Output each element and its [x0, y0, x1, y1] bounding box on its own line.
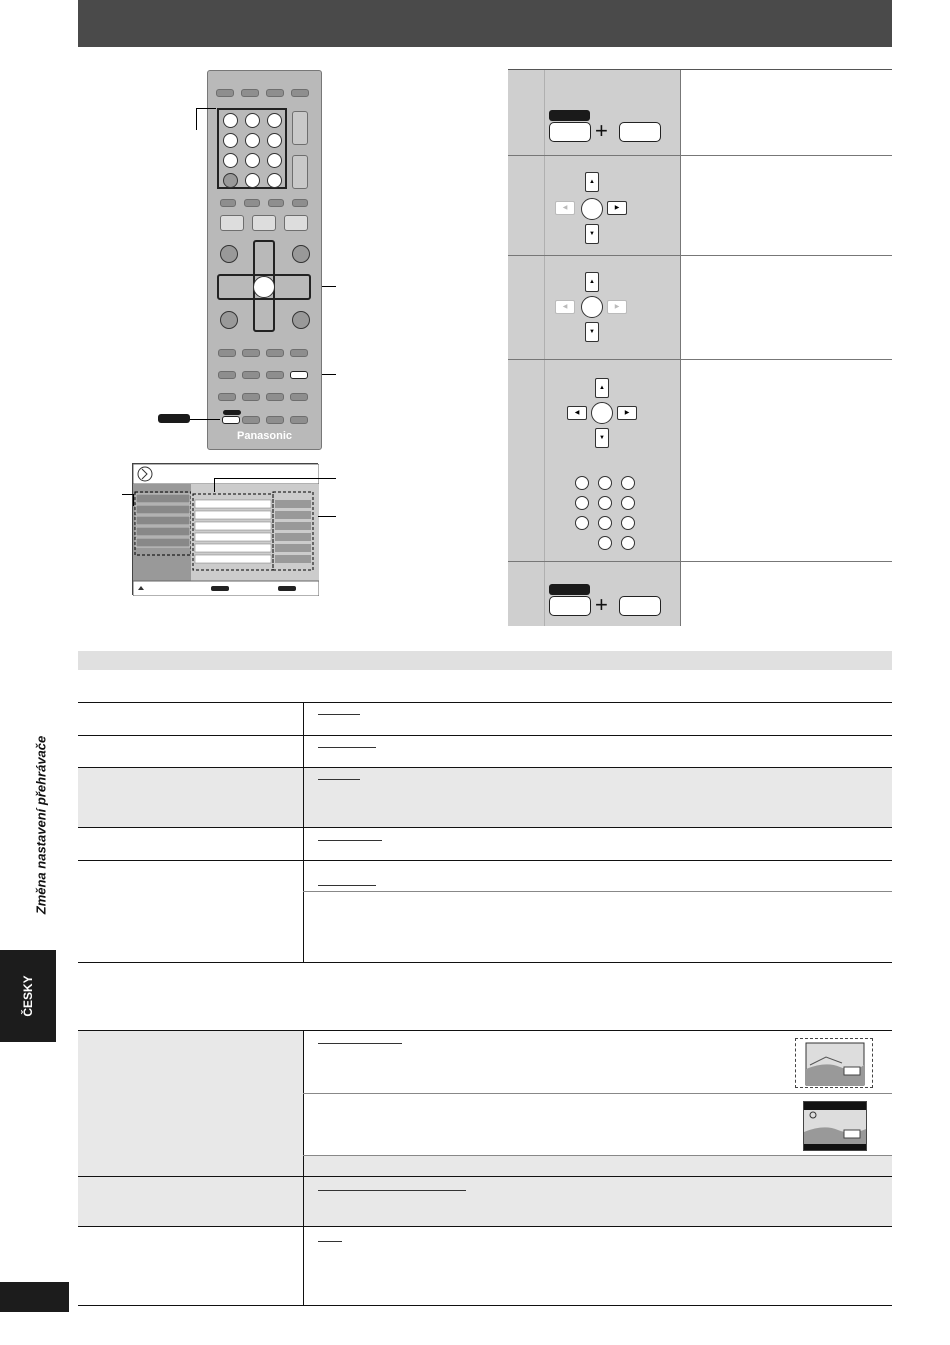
callout-line — [214, 478, 336, 479]
table-rule — [78, 827, 892, 828]
step-number-cell — [508, 256, 544, 359]
setup-button-highlight — [290, 371, 308, 379]
number-key — [598, 536, 612, 550]
number-key — [621, 476, 635, 490]
step-image-cell — [544, 156, 680, 255]
callout-line — [322, 286, 336, 287]
callout-line — [196, 108, 197, 130]
default-value-underline — [318, 747, 376, 748]
up-arrow-button: ▲ — [595, 378, 609, 398]
remote-control-illustration — [207, 70, 322, 450]
enter-button — [591, 402, 613, 424]
shift-button — [549, 122, 591, 142]
number-key — [621, 496, 635, 510]
step-number-cell — [508, 360, 544, 561]
enter-button — [581, 198, 603, 220]
step-text-cell — [680, 256, 892, 359]
header-bar — [78, 0, 892, 47]
table-column-divider — [303, 1176, 304, 1226]
up-arrow-button: ▲ — [585, 272, 599, 292]
setup-button — [619, 596, 661, 616]
setup-button — [619, 122, 661, 142]
step-image-cell — [544, 360, 680, 561]
language-tab-text: ČESKY — [21, 975, 35, 1017]
page-number-tab — [0, 1282, 69, 1312]
shift-button-highlight — [222, 416, 240, 424]
table-rule — [78, 702, 892, 703]
default-value-underline — [318, 714, 360, 715]
step-row-3 — [508, 256, 892, 360]
down-arrow-button: ▼ — [595, 428, 609, 448]
language-tab — [0, 950, 56, 1042]
callout-line — [214, 478, 215, 492]
table-rule — [78, 962, 892, 963]
step-image-cell — [544, 70, 680, 155]
shift-label-tag — [549, 584, 590, 595]
default-value-underline — [318, 779, 360, 780]
number-key — [621, 516, 635, 530]
table-row-shaded — [78, 1177, 892, 1226]
left-arrow-button: ◀ — [555, 300, 575, 314]
default-value-underline — [318, 1241, 342, 1242]
default-value-underline — [318, 840, 382, 841]
table-subrule — [303, 891, 892, 892]
default-value-underline — [318, 1043, 402, 1044]
step-number-cell — [508, 562, 544, 626]
right-arrow-button: ▶ — [607, 300, 627, 314]
default-value-underline — [318, 885, 376, 886]
right-arrow-button: ▶ — [607, 201, 627, 215]
enter-button — [581, 296, 603, 318]
up-arrow-button: ▲ — [585, 172, 599, 192]
step-row-1 — [508, 70, 892, 156]
callout-line — [133, 494, 134, 506]
step-image-cell — [544, 562, 680, 626]
shift-label-tag — [158, 414, 190, 423]
step-text-cell — [680, 562, 892, 626]
right-arrow-button: ▶ — [617, 406, 637, 420]
step-number-cell — [508, 70, 544, 155]
step-image-cell — [544, 256, 680, 359]
aspect-thumbnail-pan-scan-drawing — [796, 1039, 873, 1088]
default-value-underline — [318, 1190, 466, 1191]
table-column-divider — [303, 767, 304, 827]
remote-brand-logo: Panasonic — [236, 430, 293, 442]
table-note-shaded — [304, 1156, 892, 1176]
settings-section-bar — [78, 651, 892, 670]
aspect-thumbnail-letterbox — [803, 1101, 867, 1151]
step-number-cell — [508, 156, 544, 255]
plus-sign: + — [595, 118, 608, 143]
step-row-5 — [508, 562, 892, 626]
callout-line — [196, 108, 216, 109]
number-key — [575, 476, 589, 490]
number-key — [598, 476, 612, 490]
number-key — [575, 496, 589, 510]
step-text-cell — [680, 70, 892, 155]
step-text-cell — [680, 360, 892, 561]
number-key — [598, 516, 612, 530]
number-key — [575, 516, 589, 530]
table-column-divider — [303, 702, 304, 962]
shift-label-tag — [549, 110, 590, 121]
callout-line — [190, 419, 220, 420]
table-rule — [78, 1305, 892, 1306]
table-rule — [78, 1226, 892, 1227]
down-arrow-button: ▼ — [585, 224, 599, 244]
step-row-2 — [508, 156, 892, 256]
callout-line — [322, 374, 336, 375]
table-subrule — [303, 1093, 892, 1094]
aspect-thumbnail-letterbox-drawing — [804, 1102, 867, 1151]
menu-screen-drawing — [133, 464, 319, 596]
callout-line — [318, 516, 336, 517]
table-row-shaded — [78, 1031, 303, 1176]
side-section-text: Změna nastavení přehrávače — [33, 735, 49, 915]
shift-button — [549, 596, 591, 616]
step-text-cell — [680, 156, 892, 255]
setup-menu-screen-illustration — [132, 463, 318, 595]
side-section-label — [30, 700, 52, 950]
number-key — [621, 536, 635, 550]
aspect-thumbnail-pan-scan — [795, 1038, 873, 1088]
down-arrow-button: ▼ — [585, 322, 599, 342]
step-row-4 — [508, 360, 892, 562]
plus-sign: + — [595, 592, 608, 617]
table-rule — [78, 735, 892, 736]
left-arrow-button: ◀ — [555, 201, 575, 215]
number-key — [598, 496, 612, 510]
table-row-shaded — [78, 768, 892, 827]
table-rule — [78, 860, 892, 861]
left-arrow-button: ◀ — [567, 406, 587, 420]
steps-table — [508, 69, 892, 626]
